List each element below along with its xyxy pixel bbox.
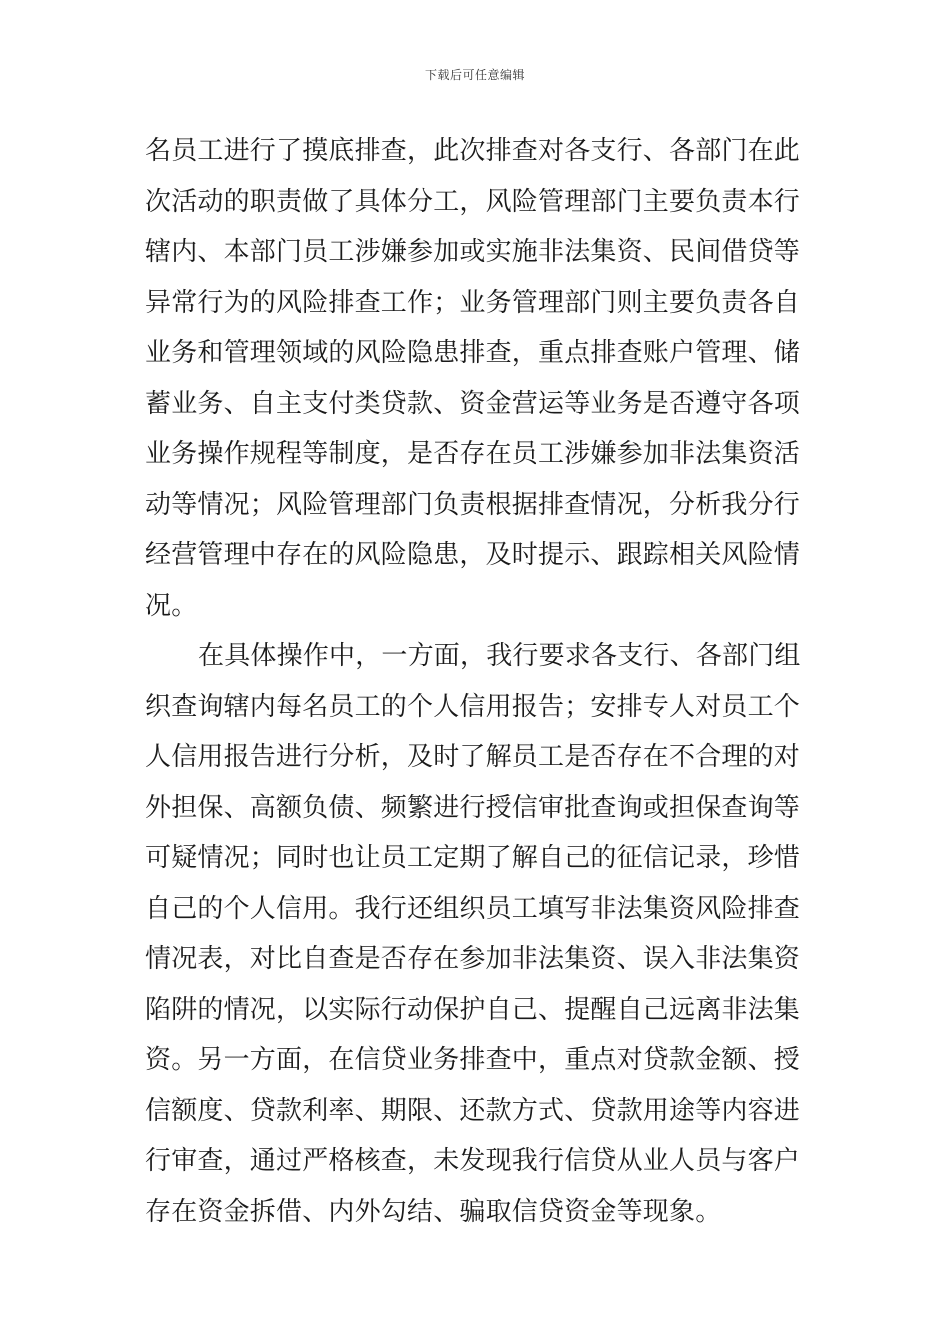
text-line: 外担保、高额负债、频繁进行授信审批查询或担保查询等 [145, 792, 801, 823]
text-line: 自己的个人信用。我行还组织员工填写非法集资风险排查 [145, 893, 801, 924]
text-line-indented: 在具体操作中，一方面，我行要求各支行、各部门组 [198, 641, 801, 671]
text-line: 陷阱的情况，以实际行动保护自己、提醒自己远离非法集 [145, 994, 801, 1025]
page-header: 下载后可任意编辑 [424, 68, 525, 82]
text-line: 业务和管理领域的风险隐患排查，重点排查账户管理、储 [145, 338, 801, 368]
text-line: 情况表，对比自查是否存在参加非法集资、误入非法集资 [145, 944, 801, 974]
document-body [145, 126, 807, 1237]
text-line: 辖内、本部门员工涉嫌参加或实施非法集资、民间借贷等 [145, 237, 801, 267]
text-line: 名员工进行了摸底排查，此次排查对各支行、各部门在此 [145, 136, 801, 166]
text-line: 行审查，通过严格核查，未发现我行信贷从业人员与客户 [145, 1146, 801, 1176]
text-line: 次活动的职责做了具体分工，风险管理部门主要负责本行 [145, 186, 801, 217]
text-line: 异常行为的风险排查工作；业务管理部门则主要负责各自 [145, 287, 801, 318]
text-line: 人信用报告进行分析，及时了解员工是否存在不合理的对 [145, 742, 801, 772]
text-line: 可疑情况；同时也让员工定期了解自己的征信记录，珍惜 [145, 843, 801, 873]
text-line: 动等情况；风险管理部门负责根据排查情况，分析我分行 [145, 489, 801, 520]
text-line: 业务操作规程等制度，是否存在员工涉嫌参加非法集资活 [145, 439, 801, 469]
text-line: 信额度、贷款利率、期限、还款方式、贷款用途等内容进 [145, 1095, 801, 1126]
text-line: 存在资金拆借、内外勾结、骗取信贷资金等现象。 [145, 1196, 722, 1227]
text-line: 资。另一方面，在信贷业务排查中，重点对贷款金额、授 [145, 1045, 801, 1075]
paragraph-2 [145, 631, 807, 1237]
text-line: 经营管理中存在的风险隐患，及时提示、跟踪相关风险情 [145, 540, 801, 570]
text-line: 蓄业务、自主支付类贷款、资金营运等业务是否遵守各项 [145, 388, 801, 419]
text-line: 况。 [145, 590, 198, 621]
paragraph-1 [145, 126, 807, 631]
text-line: 织查询辖内每名员工的个人信用报告；安排专人对员工个 [145, 691, 801, 722]
